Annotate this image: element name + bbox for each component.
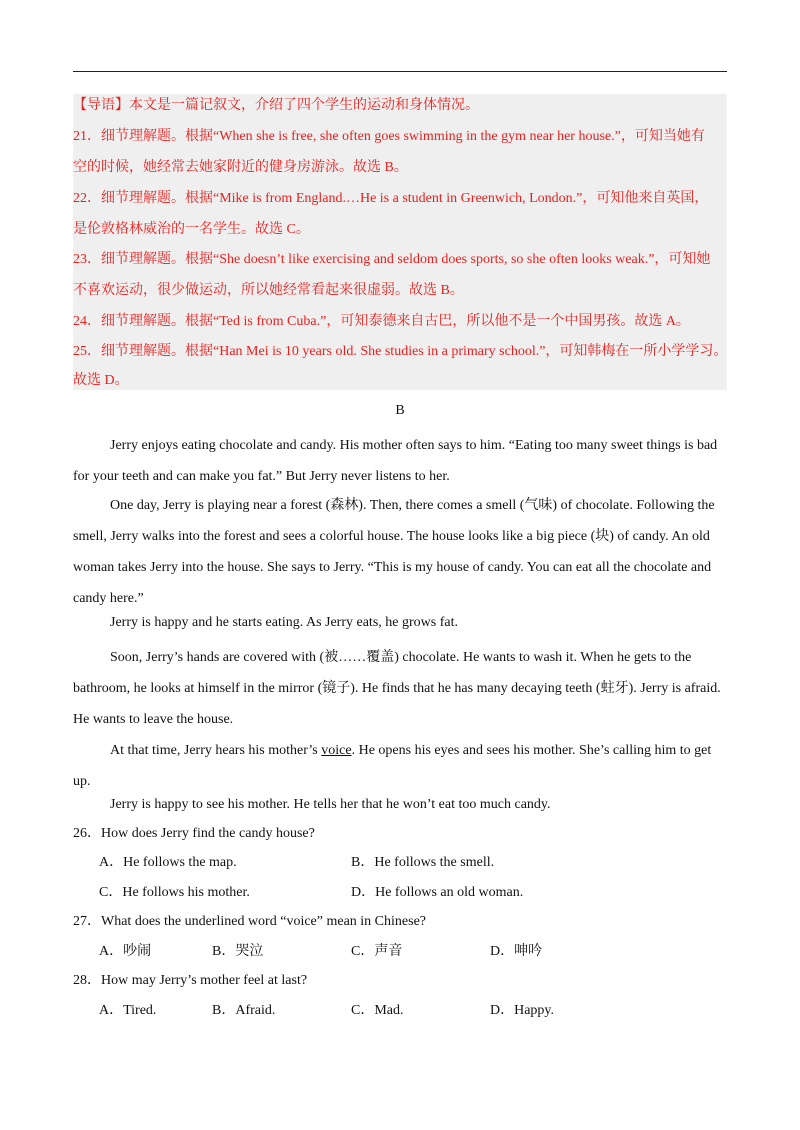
option-b: B．哭泣 [212, 944, 264, 959]
answer-line: 21．细节理解题。根据“When she is free, she often goes swimming in the gym near her house.”，可知当她有 [73, 129, 705, 144]
passage-paragraph-4: Soon, Jerry’s hands are covered with (被……覆盖) chocolate. He wants to wash it. When he gets to the bathroom, he looks at himself in the mirror (镜子). He finds that he has many decaying teeth (蛀牙). Jerry is afraid. He wants to leave the house. [73, 650, 721, 727]
answer-line: 22．细节理解题。根据“Mike is from England.…He is a student in Greenwich, London.”，可知他来自英国， [73, 191, 709, 206]
header-rule [73, 71, 727, 72]
answer-line: 空的时候，她经常去她家附近的健身房游泳。故选 B。 [73, 160, 408, 175]
question-stem: 28．How may Jerry’s mother feel at last? [73, 973, 308, 988]
answer-intro: 【导语】本文是一篇记叙文，介绍了四个学生的运动和身体情况。 [73, 98, 479, 113]
passage-text: At that time, Jerry hears his mother’s [110, 743, 322, 758]
option-b: B．He follows the smell. [351, 855, 495, 870]
passage-paragraph-3: Jerry is happy and he starts eating. As Jerry eats, he grows fat. [110, 615, 458, 630]
question-stem: 27．What does the underlined word “voice” mean in Chinese? [73, 914, 426, 929]
passage-paragraph-2: One day, Jerry is playing near a forest (森林). Then, there comes a smell (气味) of chocolate. Following the smell, Jerry walks into the forest and sees a colorful house. The house looks like a big piece (块) of candy. An old woman takes Jerry into the house. She says to Jerry. “This is my house of candy. You can eat all the chocolate and candy here.” [73, 498, 715, 606]
passage-text: . He opens his eyes and sees his mother. She’s calling him to get up. [73, 743, 712, 789]
option-d: D．Happy. [490, 1003, 555, 1018]
section-label: B [395, 403, 405, 418]
option-c: C．Mad. [351, 1003, 404, 1018]
answer-line: 不喜欢运动，很少做运动，所以她经常看起来很虚弱。故选 B。 [73, 283, 464, 298]
passage-paragraph-1: Jerry enjoys eating chocolate and candy. His mother often says to him. “Eating too many sweet things is bad for your teeth and can make you fat.” But Jerry never listens to her. [73, 438, 718, 484]
answer-line: 故选 D。 [73, 373, 129, 388]
option-a: A．He follows the map. [99, 855, 237, 870]
answer-line: 23．细节理解题。根据“She doesn’t like exercising and seldom does sports, so she often looks weak.”，可知她 [73, 252, 711, 267]
option-a: A．吵闹 [99, 944, 152, 959]
answer-line: 是伦敦格林威治的一名学生。故选 C。 [73, 222, 310, 237]
option-c: C．He follows his mother. [99, 885, 250, 900]
answer-line: 25．细节理解题。根据“Han Mei is 10 years old. She studies in a primary school.”，可知韩梅在一所小学学习。 [73, 344, 728, 359]
option-a: A．Tired. [99, 1003, 157, 1018]
answer-line: 24．细节理解题。根据“Ted is from Cuba.”，可知泰德来自古巴，所以他不是一个中国男孩。故选 A。 [73, 314, 690, 329]
question-stem: 26．How does Jerry find the candy house? [73, 826, 315, 841]
option-d: D．呻吟 [490, 944, 543, 959]
underlined-word: voice [321, 743, 352, 758]
option-d: D．He follows an old woman. [351, 885, 524, 900]
option-b: B．Afraid. [212, 1003, 276, 1018]
passage-paragraph-6: Jerry is happy to see his mother. He tells her that he won’t eat too much candy. [110, 797, 551, 812]
option-c: C．声音 [351, 944, 403, 959]
passage-paragraph-5 [73, 735, 728, 797]
